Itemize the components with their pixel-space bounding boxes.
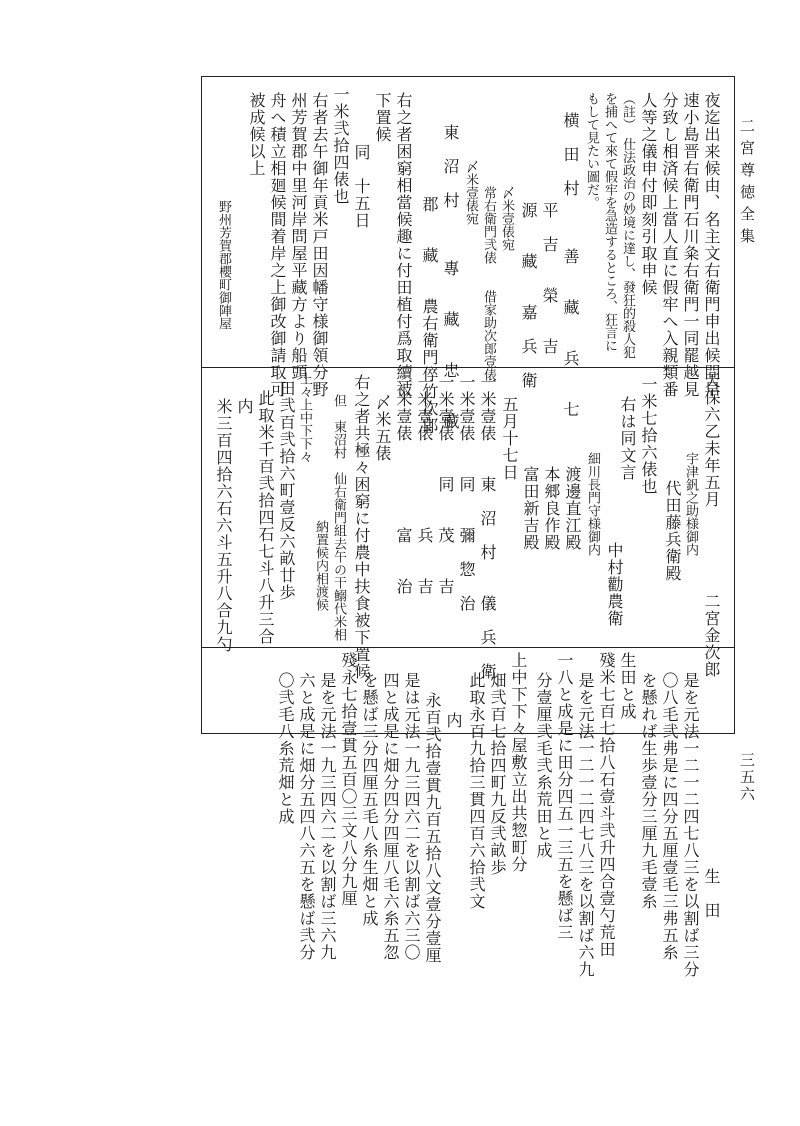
text-column: 米三百四拾六石六斗五升八合九勺 (214, 398, 233, 653)
book-title: 二宮尊徳全集 (738, 118, 756, 250)
text-column: 舟へ積立相廻候間着岸之上御改御請取可 (268, 92, 287, 398)
text-column: 横 田 村 善 藏 兵 七 (561, 112, 580, 418)
text-column: を懸ば三分四厘五毛八糸生畑と成 (360, 672, 379, 927)
text-column: 右者去午御年貢米戸田因幡守様御領分野 (310, 92, 329, 398)
section-divider-bottom (201, 647, 735, 648)
text-column: 一米壹俵 富 治 (394, 374, 413, 595)
text-column: 夜迄出来候由、名主文右衛門申出候間早 (702, 92, 721, 398)
text-column: 被成候以上 (247, 92, 266, 177)
signature-column: 野州芳賀郡櫻町御陣屋 (216, 200, 231, 330)
text-column: 但 東沼村 仙右衛門組去午の干鰯代米相 (331, 394, 346, 641)
text-column: 是は元法一九三四六二を以割ば六三〇 (402, 672, 421, 961)
text-column: 是を元法一九三四六二を以割ば三六九 (318, 672, 337, 961)
text-column: 是を元法一二一二四七八三を以割ば三分 (681, 672, 700, 978)
text-column: 一米壹俵 兵 吉 (415, 374, 434, 595)
text-column: 渡邊直江殿 (563, 466, 582, 551)
text-column: 内 (444, 712, 463, 729)
text-column: 代田藤兵衛殿 (663, 480, 682, 582)
text-column: 内 (235, 398, 254, 415)
text-column: 一米壹俵 同 彌 惣 治 (457, 374, 476, 612)
text-column: 生 田 (702, 868, 721, 919)
text-column: 下置候 (373, 92, 392, 143)
text-column: 分致し相済候上當人直に假牢へ入親類番 (660, 92, 679, 398)
text-column: 東 沼 村 專 藏 忠 藏 (441, 124, 460, 430)
text-column: 細川長門守様御内 (585, 452, 600, 556)
text-column: を懸れば生歩壹分三厘九毛壹糸 (639, 672, 658, 910)
text-column: 天保六乙未年五月 二宮金次郎 (702, 372, 721, 678)
text-column: 右之者共極々困窮に付農中扶食被下置候 (352, 374, 371, 680)
annotation-column: を捕へて來て假牢を急造するところ、狂言に (602, 92, 617, 352)
text-column: 〆米五俵 (373, 394, 392, 462)
text-column: 右は同文言 (618, 396, 637, 481)
text-column: 殘米七百七拾八石壹斗弐升四合壹勺荒田 (597, 652, 616, 958)
text-column: 上中下下々屋敷立出共惣町分 (509, 652, 528, 873)
text-column: 分壹厘弐毛弐糸荒田と成 (534, 672, 553, 859)
annotation-column: （註） 仕法政治の妙境に達し、發狂的殺人犯 (620, 92, 635, 359)
text-column: 殘永七拾壹貫五百〇三文八分九厘 (339, 652, 358, 907)
text-column: 郡 藏 農右衛門倅竹次郎 (420, 196, 439, 434)
text-column: 〆米壹俵宛 (463, 160, 478, 225)
text-column: 六と成是に畑分五四八六五を懸ば弐分 (297, 672, 316, 961)
text-column: 一八と成是に田分四五一三五を懸ば三 (555, 652, 574, 941)
text-column: 宇津釩之助様御内 (683, 452, 698, 556)
text-column: 田弐百弐拾六町壹反六畝廿歩 (277, 380, 296, 601)
text-column: 〇弐毛八糸荒畑と成 (276, 672, 295, 825)
page-number: 三五六 (738, 752, 756, 803)
text-column: 一米壹俵 東 沼 村 儀 兵 衛 (478, 374, 497, 680)
text-column: 此取永百九拾三貫四百六拾弐文 (467, 672, 486, 910)
text-column: 同 十五日 (352, 144, 371, 229)
text-column: 人等之儀申付即刻引取申候 (639, 92, 658, 296)
text-column: 州芳賀郡中里河岸問屋平藏方より船頭 (289, 92, 308, 381)
text-column: 〆米壹俵宛 (499, 186, 514, 251)
text-column: 生田と成 (618, 652, 637, 720)
text-column: 源 藏 嘉 兵 衛 (519, 202, 538, 389)
text-column: 畑弐百七拾四町九反弐畝歩 (488, 672, 507, 876)
text-column: 上々上中下下々 (297, 372, 312, 463)
text-column: 〇八毛弐弗是に四分五厘壹毛三弗五糸 (660, 672, 679, 961)
annotation-column: もして見たい圖だ。 (584, 92, 599, 209)
text-column: 速小島晋右衛門石川粂右衛門一同罷越見 (681, 92, 700, 398)
text-column: 一米弐拾四俵也 (331, 86, 350, 205)
text-column: 永百弐拾壹貫九百五拾八文壹分壹厘 (423, 692, 442, 964)
text-column: 是を元法一二一二四七八三を以割ば六九 (576, 672, 595, 978)
text-column: 平 吉 榮 吉 (540, 202, 559, 355)
text-column: 一米七拾六俵也 (639, 376, 658, 495)
text-column: 此取米千百弐拾四石七斗八升三合 (256, 390, 275, 645)
text-column: 本郷良作殿 (542, 466, 561, 551)
text-column: 右之者困窮相當候趣に付田植付爲取續被 (394, 92, 413, 398)
text-column: 中村勸農衛 (605, 542, 624, 627)
text-column: 四と成是に畑分四分四厘八毛六糸五忽 (381, 672, 400, 961)
text-column: 常右衛門弐俵 借家助次郎壹俵 (481, 186, 496, 381)
text-column: 納置候内相渡候 (313, 520, 328, 611)
text-column: 五月十七日 (500, 396, 519, 481)
text-column: 一米壹俵 同 茂 吉 (436, 374, 455, 595)
text-column: 富田新吉殿 (521, 466, 540, 551)
